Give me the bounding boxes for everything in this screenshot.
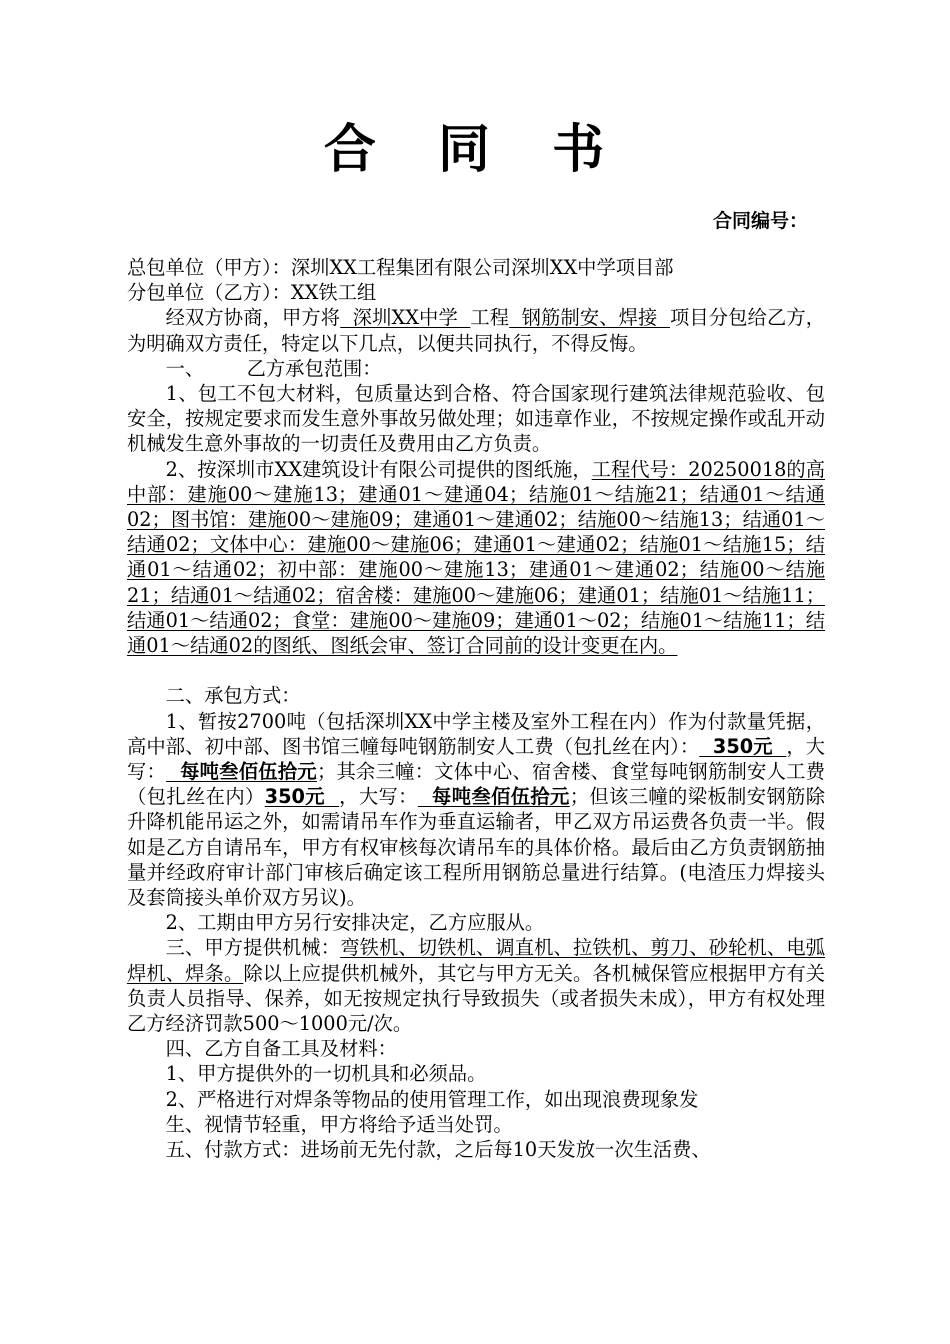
section-2-item-1 [127, 709, 825, 911]
intro-text-1: 经双方协商，甲方将 [165, 306, 341, 330]
blank-line [127, 658, 825, 683]
section-4-heading: 四、乙方自备工具及材料： [165, 1037, 397, 1061]
party-a-line: 总包单位（甲方）：深圳XX工程集团有限公司深圳XX中学项目部 [127, 256, 674, 279]
party-b-line: 分包单位（乙方）：XX铁工组 [127, 281, 377, 305]
payment-text-5: ；但该三幢的梁板制安钢筋除升降机能吊运之外，如需请吊车作为垂直运输者，甲乙双方吊运费各负责一半。假如是乙方自请吊车，甲方有权审核每次请吊车的具体价格。最后由乙方负责钢筋抽量并经政府审计部门审核后确定该工程所用钢筋总量进行结算。(电渣压力焊接头及套筒接头单价双方另议)。 [127, 785, 825, 910]
intro-text-2: 工程 [470, 306, 510, 330]
project-name-blank: 深圳XX中学 [340, 306, 471, 330]
intro-text-3: 项目分包给乙方，为明确双方责任，特定以下几点，以便共同执行，不得反悔。 [127, 306, 826, 355]
section-2-heading: 二、承包方式： [165, 684, 301, 708]
unit-price-1: 350元 [699, 734, 787, 758]
unit-price-words-1: 每吨叁佰伍拾元 [166, 760, 317, 784]
contract-number-label: 合同编号： [712, 210, 808, 232]
section-3 [127, 935, 825, 1036]
intro-paragraph [127, 305, 825, 355]
section-2-item-2: 2、工期由甲方另行安排决定，乙方应服从。 [165, 911, 545, 935]
payment-text-3: ；其余三幢：文体中心、宿舍楼、食堂每吨钢筋制安人工费（包扎丝在内） [127, 760, 825, 809]
section-3-text: 除以上应提供机械外，其它与甲方无关。各机械保管应根据甲方有关负责人员指导、保养，如无按规定执行导致损失（或者损失未成），甲方有权处理乙方经济罚款500～1000元/次。 [127, 961, 826, 1036]
section-3-title: 三、甲方提供机械： [165, 936, 341, 960]
machine-list: 弯铁机、切铁机、调直机、拉铁机、剪刀、砂轮机、电弧焊机、焊条。 [127, 936, 826, 985]
section-4-item-2-line-1: 2、严格进行对焊条等物品的使用管理工作，如出现浪费现象发 [165, 1087, 699, 1111]
section-1-title: 乙方承包范围： [246, 356, 382, 380]
payment-text-1: 1、暂按2700吨（包括深圳XX中学主楼及室外工程在内）作为付款量凭据，高中部、初中部、图书馆三幢每吨钢筋制安人工费（包扎丝在内）： [127, 709, 825, 758]
section-4-item-2-line-2: 生、视情节轻重，甲方将给予适当处罚。 [165, 1112, 513, 1136]
unit-price-words-2: 每吨叁佰伍拾元 [417, 785, 570, 809]
work-scope-blank: 钢筋制安、焊接 [509, 306, 670, 330]
section-1-item-2 [127, 457, 825, 659]
section-1-item-1: 1、包工不包大材料，包质量达到合格、符合国家现行建筑法律规范验收、包安全，按规定要求而发生意外事故另做处理；如违章作业，不按规定操作或乱开动机械发生意外事故的一切责任及费用由乙方负责。 [127, 382, 825, 456]
section-1-item-2-prefix: 2、按深圳市XX建筑设计有限公司提供的图纸施， [165, 457, 592, 481]
section-5: 五、付款方式：进场前无先付款，之后每10天发放一次生活费、 [165, 1138, 711, 1162]
payment-text-4: ，大写： [339, 785, 418, 809]
section-1-heading [127, 356, 825, 381]
unit-price-2: 350元 [264, 785, 340, 809]
section-4-item-1: 1、甲方提供外的一切机具和必须品。 [165, 1062, 487, 1086]
contract-body [127, 255, 825, 1162]
drawing-list: 工程代号：20250018的高中部：建施00～建施13；建通01～建通04；结施01～结施21；结通01～结通02；图书馆：建施00～建施09；建通01～建通02；结施00～结施13；结通01～结通02；文体中心：建施00～建施06；建通01～建通02；结施01～结施15；结通01～结通02；初中部：建施00～建施13；建通01～建通02；结施00～结施21；结通01～结通02；宿舍楼：建施00～建施06；建通01；结施01～结施11；结通01～结通02；食堂：建施00～建施09；建通01～02；结施01～结施11；结通01～结通02的图纸、图纸会审、签订合同前的设计变更在内。 [127, 457, 826, 658]
document-title: 合 同 书 [323, 119, 627, 180]
section-1-number: 一、 [165, 356, 205, 380]
payment-text-2: ，大写： [127, 734, 826, 784]
